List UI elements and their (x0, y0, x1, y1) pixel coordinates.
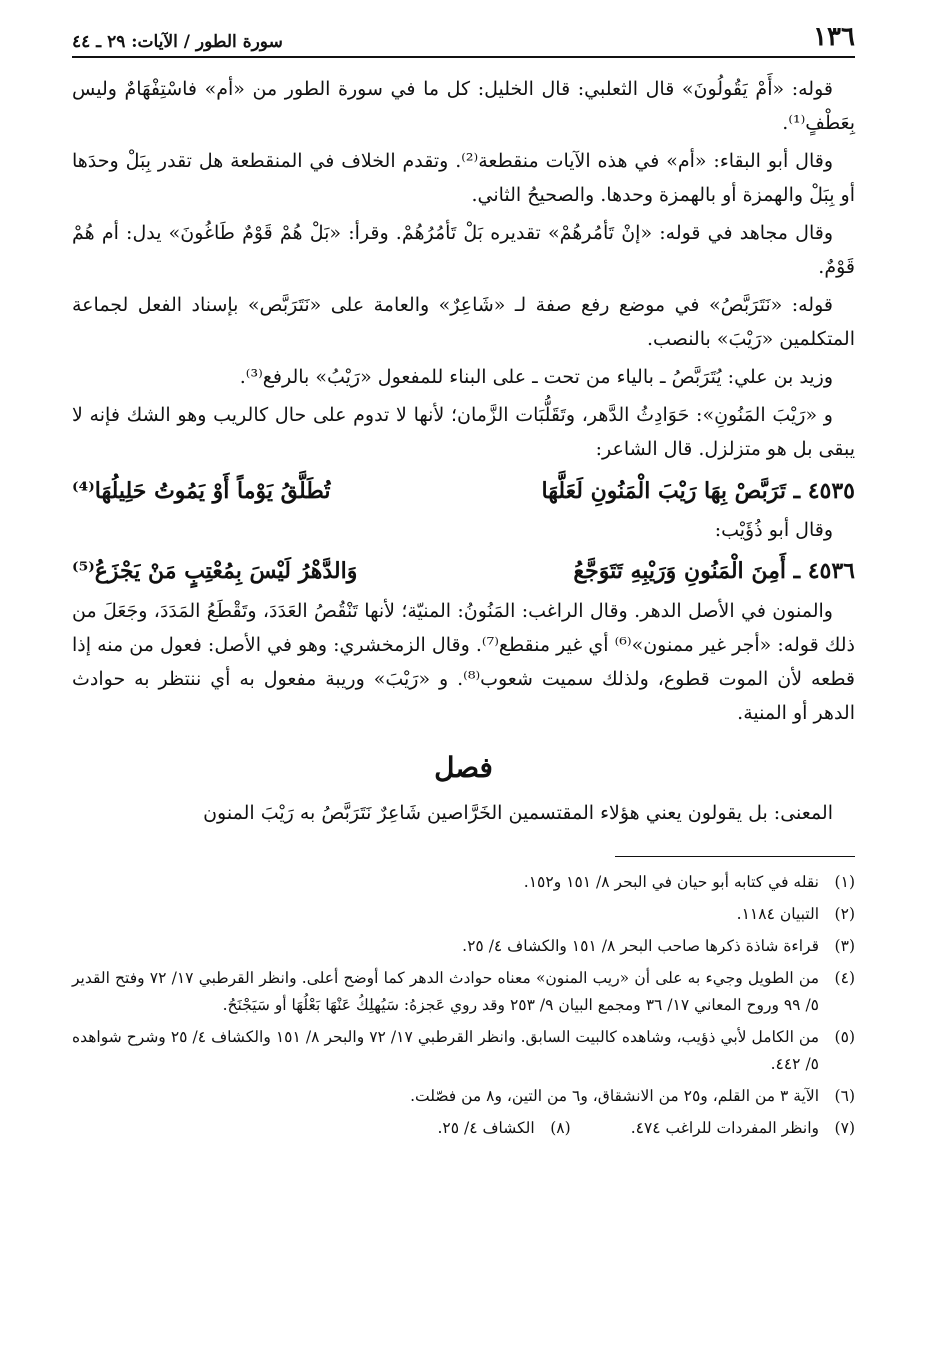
paragraph: قوله: «نَتَرَبَّصُ» في موضع رفع صفة لـ «شَاعِرٌ» والعامة على «نَتَرَبَّص» بإسناد الفعل لجماعة المتكلمين «رَيْبَ» بالنصب. (72, 294, 855, 350)
poetry-verse (72, 552, 855, 590)
footnote-text: نقله في كتابه أبو حيان في البحر ٨/ ١٥١ و١٥٢. (523, 873, 819, 891)
footnote-row (72, 1115, 855, 1147)
footnote (72, 1083, 855, 1110)
footnote-divider (615, 856, 855, 857)
paragraph: والمنون في الأصل الدهر. وقال الراغب: المَنُونُ: المنيّة؛ لأنها تَنْقُصُ العَدَدَ، وتَقْطَعُ المَدَدَ، وجَعَلَ من ذلك قوله: «أجر غير ممنون»⁽⁶⁾ أي غير منقطع⁽⁷⁾. وقال الزمخشري: وهو في الأصل: فعول من منه إذا قطعه لأن الموت قطوع، ولذلك سميت شعوب⁽⁸⁾. و «رَيْبَ» وريبة مفعول به أي ننتظر به حوادث الدهر أو المنية. (72, 600, 855, 724)
section-paragraph: المعنى: بل يقولون يعني هؤلاء المقتسمين الخَرَّاصين شَاعِرٌ نَتَرَبَّصُ به رَيْبَ المنون (203, 802, 833, 824)
footnote-text: الكشاف ٤/ ٢٥. (437, 1119, 535, 1137)
page-number: ١٣٦ (813, 22, 855, 52)
paragraph: و «رَيْبَ المَنُونِ»: حَوَادِثُ الدَّهر، وتَقَلُّبَات الزَّمان؛ لأنها لا تدوم على حال كالريب وهو الشك فإنه لا يبقى بل هو متزلزل. قال الشاعر: (72, 404, 855, 460)
footnote (72, 933, 855, 960)
footnote-number: (٤) (834, 969, 855, 987)
footnote-number: (٣) (834, 937, 855, 955)
footnote-number: (٨) (550, 1119, 571, 1137)
footnote-number: (٦) (834, 1087, 855, 1105)
page-header (72, 22, 855, 58)
running-title: سورة الطور / الآيات: ٢٩ ـ ٤٤ (72, 32, 283, 52)
footnotes (72, 869, 855, 1147)
footnote (72, 1024, 855, 1078)
footnote-text: الآية ٣ من القلم، و٢٥ من الانشقاق، و٦ من التين، و٨ من فصّلت. (410, 1087, 819, 1105)
verse-hemistich-first: ٤٥٣٦ ـ أَمِنَ الْمَنُونِ وَرَيْبِهِ تَتَوَجَّعُ (573, 558, 855, 584)
footnote-text: من الطويل وجيء به على أن «ريب المنون» معناه حوادث الدهر كما أوضح أعلى. وانظر القرطبي ١٧/ ٧٢ وفتح القدير ٥/ ٩٩ وروح المعاني ١٧/ ٣٦ ومجمع البيان ٩/ ٢٥٣ وقد روي عَجزهُ: سَيُهلِكُ عَنْهَا بَعْلُهَا أو سَيَجْنَحُ. (72, 969, 819, 1014)
paragraph: قوله: «أَمْ يَقُولُونَ» قال الثعلبي: قال الخليل: كل ما في سورة الطور من «أم» فاسْتِفْهَامٌ وليس بِعَطْفٍ⁽¹⁾. (72, 78, 855, 134)
footnote (631, 1115, 855, 1142)
main-text (72, 72, 855, 830)
verse-intro: وقال أبو ذُؤَيْب: (714, 519, 833, 541)
paragraph: وقال مجاهد في قوله: «إنْ تَأمُرهُمْ» تقديره بَلْ تَأمُرُهُمْ. وقرأ: «بَلْ هُمْ قَوْمٌ طَاغُونَ» يدل: أم هُمْ قَوْمٌ. (72, 222, 855, 278)
footnote (72, 869, 855, 896)
verse-hemistich-second: تُطَلَّقُ يَوْماً أَوْ يَمُوتُ حَلِيلُهَا⁽⁴⁾ (72, 478, 331, 504)
footnote-text: وانظر المفردات للراغب ٤٧٤. (630, 1119, 819, 1137)
footnote-number: (٢) (834, 905, 855, 923)
footnote-text: من الكامل لأبي ذؤيب، وشاهده كالبيت السابق. وانظر القرطبي ١٧/ ٧٢ والبحر ٨/ ١٥١ والكشاف ٤/ ٢٥ وشرح شواهده ٥/ ٤٤٢. (72, 1028, 820, 1073)
footnote-number: (٥) (834, 1028, 855, 1046)
footnote-text: قراءة شاذة ذكرها صاحب البحر ٨/ ١٥١ والكشاف ٤/ ٢٥. (462, 937, 819, 955)
paragraph: وقال أبو البقاء: «أم» في هذه الآيات منقطعة⁽²⁾. وتقدم الخلاف في المنقطعة هل تقدر بِبَلْ وحدَها أو بِبَلْ والهمزة أو بالهمزة وحدها. والصحيحُ الثاني. (72, 150, 855, 206)
verse-hemistich-first: ٤٥٣٥ ـ تَرَبَّصْ بِهَا رَيْبَ الْمَنُونِ لَعَلَّهَا (541, 478, 855, 504)
verse-hemistich-second: وَالدَّهْرُ لَيْسَ بِمُعْتِبٍ مَنْ يَجْزَعُ⁽⁵⁾ (72, 558, 358, 584)
poetry-verse (72, 472, 855, 510)
footnote-text: التبيان ١١٨٤. (736, 905, 819, 923)
paragraph: وزيد بن علي: يُتَرَبَّصُ ـ بالياء من تحت ـ على البناء للمفعول «رَيْبُ» بالرفع⁽³⁾. (239, 366, 833, 388)
footnote (437, 1115, 570, 1142)
footnote-number: (١) (834, 873, 855, 891)
footnote-number: (٧) (834, 1119, 855, 1137)
footnote (72, 901, 855, 928)
section-heading: فصل (434, 751, 493, 784)
footnote (72, 965, 855, 1019)
